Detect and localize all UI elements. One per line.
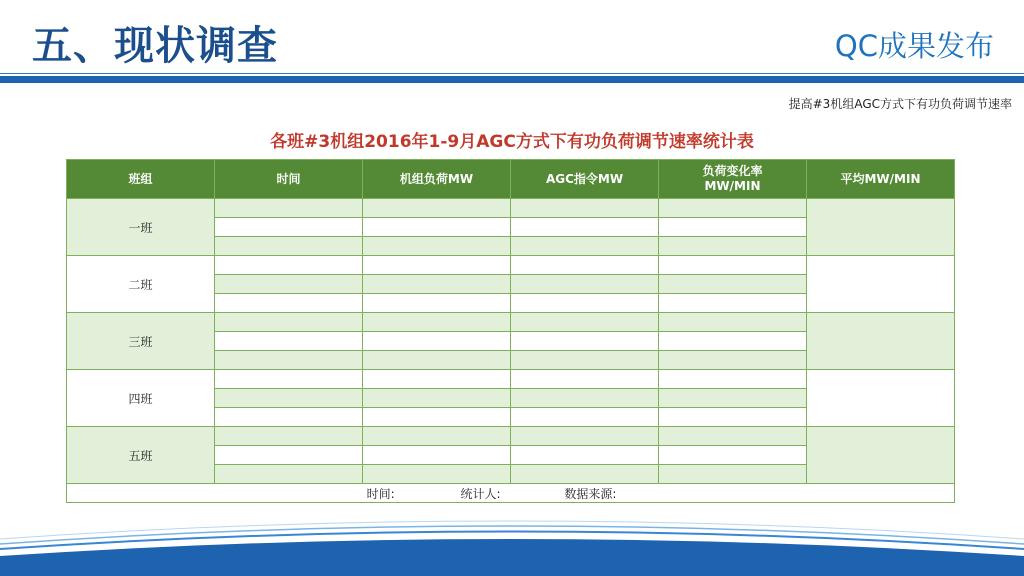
agc-command-cell[interactable] — [511, 408, 659, 427]
agc-command-cell[interactable] — [511, 351, 659, 370]
time-cell[interactable] — [215, 446, 363, 465]
agc-command-cell[interactable] — [511, 332, 659, 351]
load-change-rate-cell[interactable] — [659, 332, 807, 351]
agc-command-cell[interactable] — [511, 218, 659, 237]
table-header-row — [67, 160, 955, 199]
time-cell[interactable] — [215, 256, 363, 275]
time-cell[interactable] — [215, 199, 363, 218]
table-row — [67, 427, 955, 446]
time-cell[interactable] — [215, 370, 363, 389]
agc-command-cell[interactable] — [511, 313, 659, 332]
wave-band-dark — [0, 539, 1024, 576]
unit-load-cell[interactable] — [363, 465, 511, 484]
unit-load-cell[interactable] — [363, 199, 511, 218]
load-change-rate-cell[interactable] — [659, 218, 807, 237]
load-change-rate-cell[interactable] — [659, 256, 807, 275]
time-cell[interactable] — [215, 408, 363, 427]
load-change-rate-cell[interactable] — [659, 370, 807, 389]
agc-command-cell[interactable] — [511, 275, 659, 294]
unit-load-cell[interactable] — [363, 370, 511, 389]
time-cell[interactable] — [215, 275, 363, 294]
column-header-time: 时间 — [215, 160, 363, 199]
load-change-rate-cell[interactable] — [659, 351, 807, 370]
table-footer — [67, 484, 955, 503]
header-divider-thin — [0, 73, 1024, 74]
wave-line-3 — [0, 521, 1024, 539]
column-header-agc-command: AGC指令MW — [511, 160, 659, 199]
table-row — [67, 370, 955, 389]
agc-command-cell[interactable] — [511, 256, 659, 275]
unit-load-cell[interactable] — [363, 313, 511, 332]
team-cell: 五班 — [67, 427, 215, 484]
footer-source-label: 数据来源: — [564, 486, 617, 501]
load-change-rate-cell[interactable] — [659, 275, 807, 294]
unit-load-cell[interactable] — [363, 408, 511, 427]
agc-command-cell[interactable] — [511, 199, 659, 218]
unit-load-cell[interactable] — [363, 256, 511, 275]
load-change-rate-cell[interactable] — [659, 313, 807, 332]
load-change-rate-cell[interactable] — [659, 446, 807, 465]
average-cell[interactable] — [807, 427, 955, 484]
load-change-rate-cell[interactable] — [659, 237, 807, 256]
team-cell: 四班 — [67, 370, 215, 427]
unit-load-cell[interactable] — [363, 446, 511, 465]
load-change-rate-cell[interactable] — [659, 465, 807, 484]
agc-command-cell[interactable] — [511, 446, 659, 465]
column-header-average: 平均MW/MIN — [807, 160, 955, 199]
average-cell[interactable] — [807, 370, 955, 427]
load-change-rate-cell[interactable] — [659, 199, 807, 218]
time-cell[interactable] — [215, 427, 363, 446]
time-cell[interactable] — [215, 313, 363, 332]
time-cell[interactable] — [215, 332, 363, 351]
unit-load-cell[interactable] — [363, 294, 511, 313]
load-change-rate-cell[interactable] — [659, 389, 807, 408]
time-cell[interactable] — [215, 218, 363, 237]
agc-command-cell[interactable] — [511, 427, 659, 446]
footer-time-label: 时间: — [366, 486, 395, 501]
table-row — [67, 199, 955, 218]
column-header-load-change-rate: 负荷变化率 MW/MIN — [659, 160, 807, 199]
wave-line-1 — [0, 532, 1024, 550]
unit-load-cell[interactable] — [363, 389, 511, 408]
average-cell[interactable] — [807, 313, 955, 370]
table-row — [67, 313, 955, 332]
agc-command-cell[interactable] — [511, 237, 659, 256]
unit-load-cell[interactable] — [363, 237, 511, 256]
load-change-rate-cell[interactable] — [659, 427, 807, 446]
wave-line-2 — [0, 526, 1024, 544]
slide-title: 五、现状调查 — [32, 23, 278, 69]
table-row — [67, 256, 955, 275]
team-cell: 三班 — [67, 313, 215, 370]
agc-command-cell[interactable] — [511, 370, 659, 389]
unit-load-cell[interactable] — [363, 218, 511, 237]
column-header-team: 班组 — [67, 160, 215, 199]
load-change-rate-cell[interactable] — [659, 408, 807, 427]
time-cell[interactable] — [215, 294, 363, 313]
team-cell: 二班 — [67, 256, 215, 313]
unit-load-cell[interactable] — [363, 275, 511, 294]
time-cell[interactable] — [215, 237, 363, 256]
unit-load-cell[interactable] — [363, 351, 511, 370]
header-divider — [0, 76, 1024, 83]
average-cell[interactable] — [807, 199, 955, 256]
load-change-rate-cell[interactable] — [659, 294, 807, 313]
unit-load-cell[interactable] — [363, 332, 511, 351]
team-cell: 一班 — [67, 199, 215, 256]
agc-command-cell[interactable] — [511, 389, 659, 408]
brand-label: QC成果发布 — [834, 29, 994, 63]
table-caption: 各班#3机组2016年1-9月AGC方式下有功负荷调节速率统计表 — [270, 132, 754, 152]
time-cell[interactable] — [215, 389, 363, 408]
footer-stat-label: 统计人: — [460, 486, 501, 501]
unit-load-cell[interactable] — [363, 427, 511, 446]
project-subtitle: 提高#3机组AGC方式下有功负荷调节速率 — [788, 97, 1012, 111]
average-cell[interactable] — [807, 256, 955, 313]
time-cell[interactable] — [215, 351, 363, 370]
table-footer-row — [67, 484, 955, 503]
column-header-unit-load: 机组负荷MW — [363, 160, 511, 199]
time-cell[interactable] — [215, 465, 363, 484]
agc-command-cell[interactable] — [511, 465, 659, 484]
statistics-table — [66, 159, 955, 503]
agc-command-cell[interactable] — [511, 294, 659, 313]
